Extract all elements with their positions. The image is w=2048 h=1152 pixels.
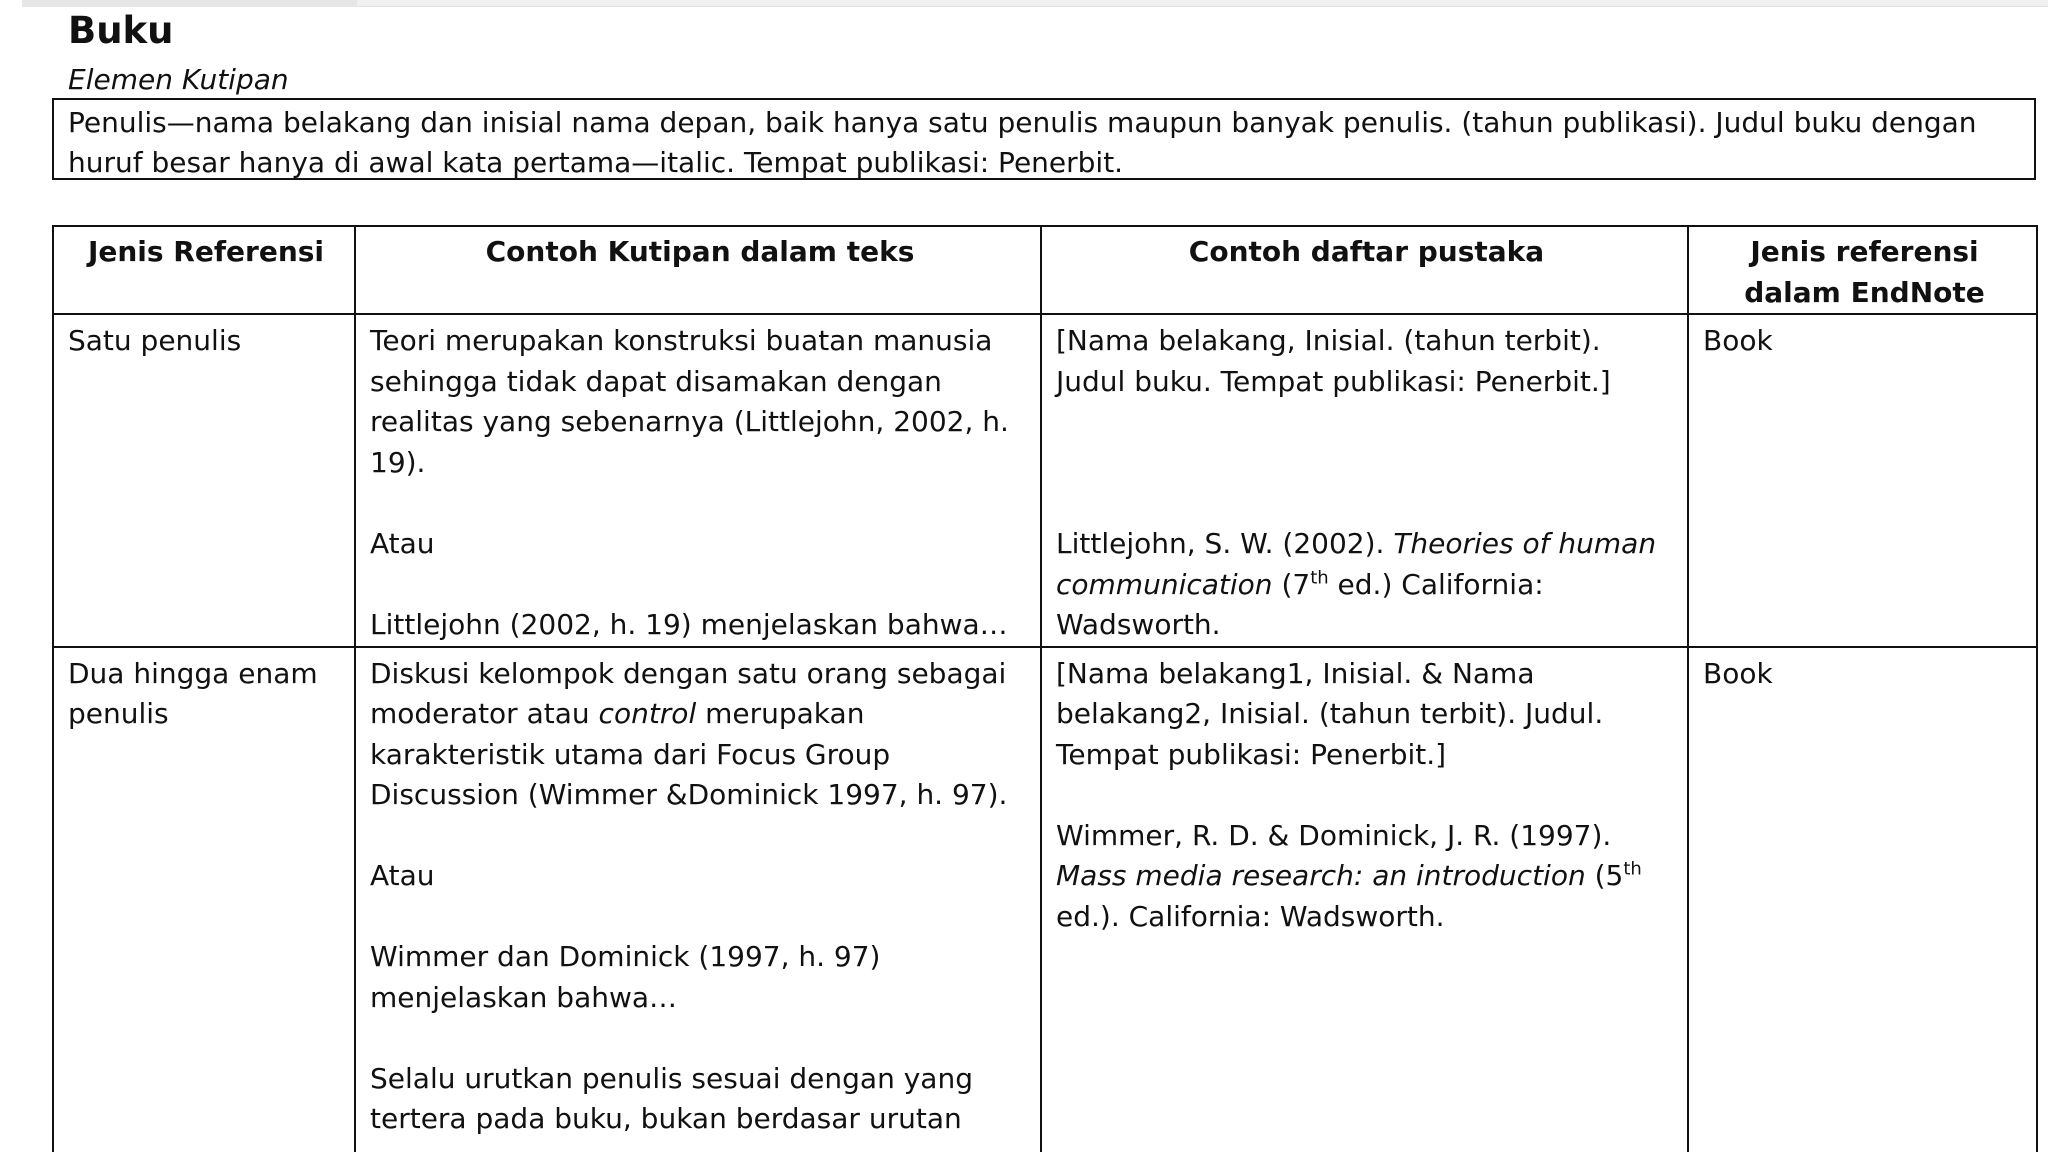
table-row xyxy=(53,647,2037,1152)
kutipan-text: merupakan karakteristik utama dari Focus Group Discussion (Wimmer &Dominick 1997, h. 97). xyxy=(370,697,1008,811)
kutipan-paragraph: Wimmer dan Dominick (1997, h. 97) menjelaskan bahwa… xyxy=(370,940,881,1014)
section-subheading: Elemen Kutipan xyxy=(68,63,289,96)
daftar-template: [Nama belakang1, Inisial. & Nama belakang2, Inisial. (tahun terbit). Judul. Tempat publikasi: Penerbit.] xyxy=(1056,656,1604,771)
daftar-example-edition: (7 xyxy=(1272,567,1311,601)
daftar-example-authors: Wimmer, R. D. & Dominick, J. R. (1997). xyxy=(1056,818,1612,852)
kutipan-paragraph xyxy=(370,654,1030,816)
cell-jenis-text: Satu penulis xyxy=(68,324,242,357)
cell-kutipan xyxy=(355,647,1041,1152)
daftar-example-authors: Littlejohn, S. W. (2002). xyxy=(1056,527,1394,560)
header-contoh-kutipan: Contoh Kutipan dalam teks xyxy=(355,226,1041,314)
table-header-row xyxy=(53,226,2037,314)
cell-endnote-text: Book xyxy=(1703,324,1773,357)
daftar-example-title: Theories of human communication xyxy=(1056,527,1657,601)
daftar-example-ordinal: th xyxy=(1310,567,1329,589)
cell-endnote-text: Book xyxy=(1703,656,1773,690)
cell-daftar-pustaka xyxy=(1041,314,1688,647)
daftar-example-publisher: ed.) California: Wadsworth. xyxy=(1056,567,1544,641)
cell-jenis-text: Dua hingga enam penulis xyxy=(68,656,318,730)
daftar-example-ordinal: th xyxy=(1623,858,1642,880)
daftar-example xyxy=(1056,816,1677,938)
cell-jenis xyxy=(53,647,355,1152)
daftar-example-title: Mass media research: an introduction xyxy=(1056,859,1586,892)
table-row xyxy=(53,314,2037,647)
daftar-template: [Nama belakang, Inisial. (tahun terbit). Judul buku. Tempat publikasi: Penerbit.] xyxy=(1056,324,1611,398)
cell-kutipan xyxy=(355,314,1041,647)
daftar-example-edition: (5 xyxy=(1585,859,1624,892)
section-heading: Buku xyxy=(68,9,174,52)
kutipan-paragraph: Teori merupakan konstruksi buatan manusia sehingga tidak dapat disamakan dengan realitas yang sebenarnya (Littlejohn, 2002, h. 19). xyxy=(370,324,1009,479)
header-contoh-daftar-pustaka: Contoh daftar pustaka xyxy=(1041,226,1688,314)
header-jenis-referensi: Jenis Referensi xyxy=(53,226,355,314)
kutipan-paragraph: Littlejohn (2002, h. 19) menjelaskan bahwa… xyxy=(370,607,1008,641)
header-jenis-endnote: Jenis referensi dalam EndNote xyxy=(1688,226,2037,314)
daftar-example-publisher: ed.). California: Wadsworth. xyxy=(1056,899,1445,933)
kutipan-or-text: Atau xyxy=(370,859,435,892)
cell-daftar-pustaka xyxy=(1041,647,1688,1152)
daftar-example xyxy=(1056,524,1677,646)
reference-table xyxy=(52,225,2038,1152)
document-tab-strip xyxy=(22,0,357,7)
cell-endnote xyxy=(1688,314,2037,647)
kutipan-or-text: Atau xyxy=(370,526,435,560)
cell-endnote xyxy=(1688,647,2037,1152)
kutipan-note: Selalu urutkan penulis sesuai dengan yang tertera pada buku, bukan berdasar urutan xyxy=(370,1061,973,1135)
kutipan-italic-word: control xyxy=(598,697,697,730)
kutipan-text: Diskusi kelompok dengan satu orang sebagai moderator atau xyxy=(370,656,1007,730)
citation-elements-text: Penulis—nama belakang dan inisial nama depan, baik hanya satu penulis maupun banyak penulis. (tahun publikasi). Judul buku dengan huruf besar hanya di awal kata pertama—italic. Tempat publikasi: Penerbit. xyxy=(68,106,1977,179)
cell-jenis xyxy=(53,314,355,647)
citation-elements-box xyxy=(52,98,2036,180)
